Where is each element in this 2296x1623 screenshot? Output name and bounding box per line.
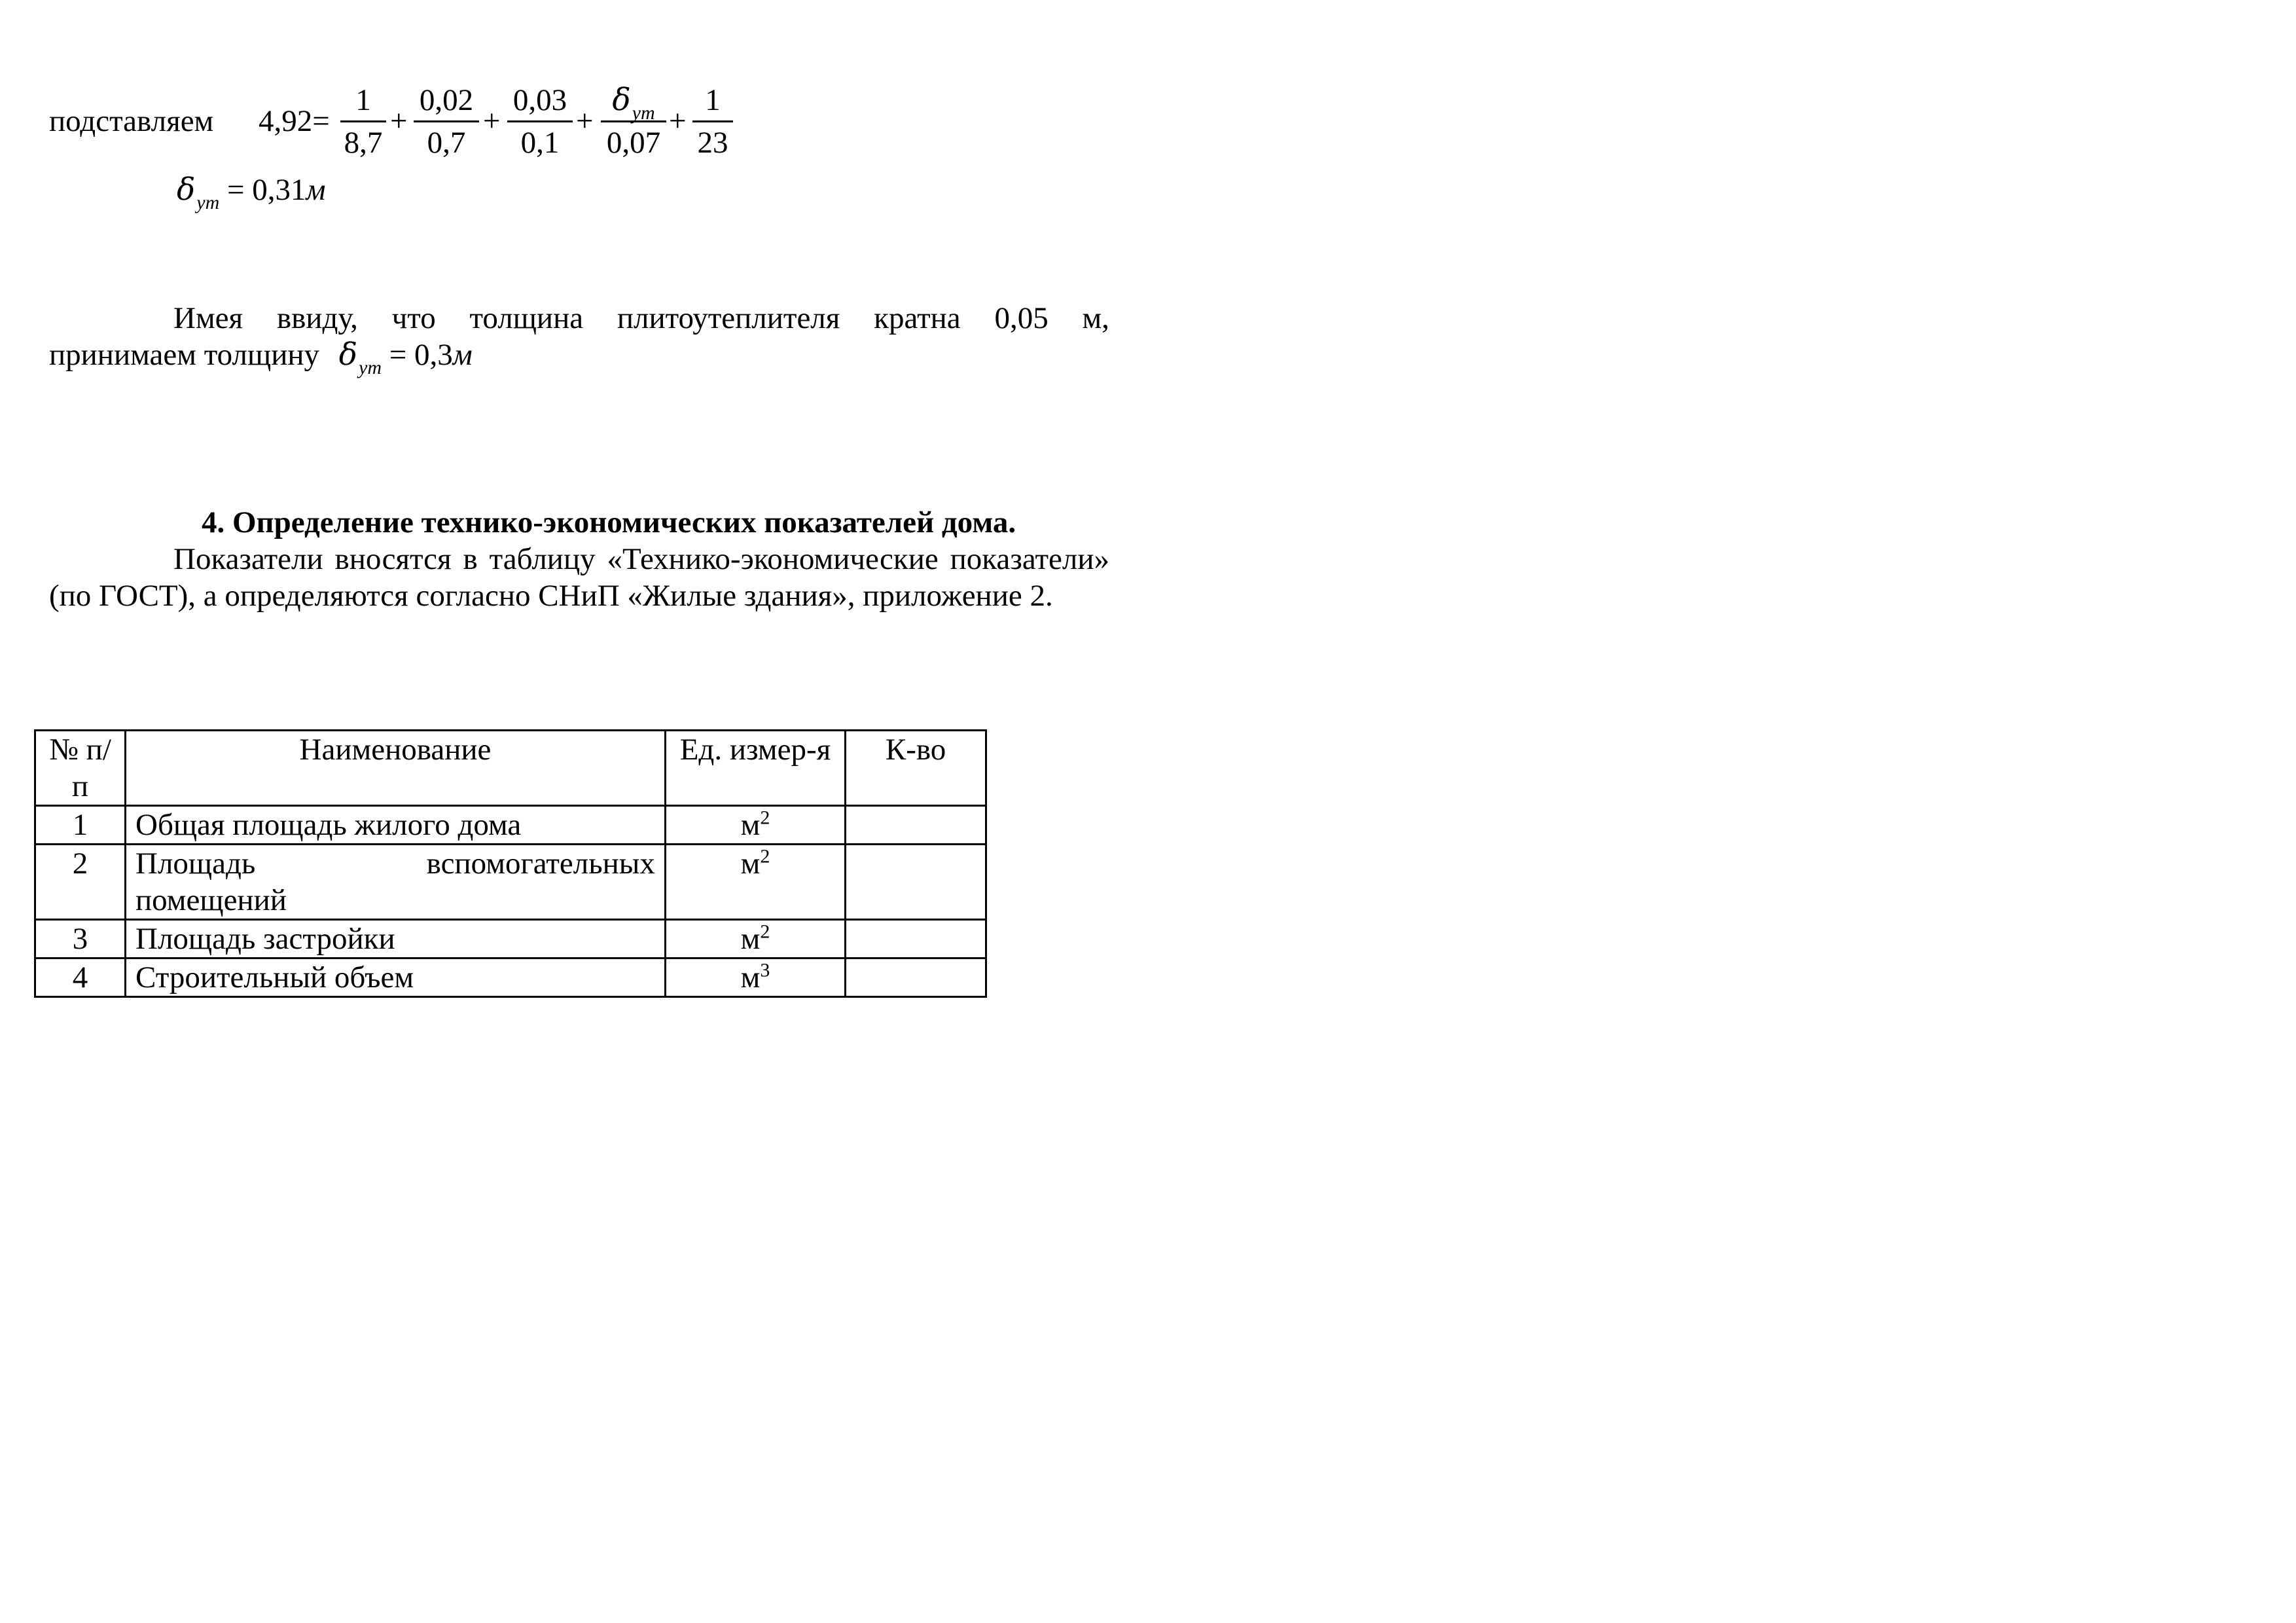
unit-base: м xyxy=(740,847,761,881)
delta-subscript: ут xyxy=(359,357,382,378)
plus-sign: + xyxy=(669,104,687,138)
header-name: Наименование xyxy=(126,731,666,806)
word: м, xyxy=(1082,301,1109,335)
row-name-part-2: вспомогательных xyxy=(426,847,655,881)
row-number: 3 xyxy=(35,920,126,958)
fraction-1 xyxy=(340,80,386,163)
tep-table xyxy=(34,729,987,998)
section-paragraph: Показатели вносятся в таблицу «Технико-экономические показатели» (по ГОСТ), а определяются согласно СНиП «Жилые здания», приложение 2. xyxy=(49,542,1109,613)
row-name: Площадь застройки xyxy=(126,920,666,958)
delta-symbol: δ xyxy=(338,337,358,373)
delta-symbol: δ xyxy=(612,82,631,118)
word: Имея xyxy=(173,301,243,335)
fraction-denominator: 23 xyxy=(697,126,728,160)
row-number: 2 xyxy=(35,845,126,920)
unit-exponent: 2 xyxy=(760,921,770,943)
plus-sign: + xyxy=(576,104,594,138)
section-heading: 4. Определение технико-экономических показателей дома. xyxy=(202,505,1016,539)
table-row xyxy=(35,845,986,920)
word: плитоутеплителя xyxy=(617,301,840,335)
fraction-denominator: 0,07 xyxy=(606,126,661,160)
result-unit: м xyxy=(306,173,326,207)
formula-lead-text: подставляем xyxy=(49,104,214,138)
paragraph-line-1-text xyxy=(173,300,1109,337)
row-number: 1 xyxy=(35,806,126,845)
paragraph-thickness xyxy=(49,300,1109,377)
header-quantity: К-во xyxy=(846,731,986,806)
fraction-2 xyxy=(414,80,479,163)
header-unit: Ед. измер-я xyxy=(665,731,845,806)
row-unit xyxy=(665,806,845,845)
fraction-denominator: 0,7 xyxy=(427,126,466,160)
word: кратна xyxy=(874,301,961,335)
formula-lhs: 4,92= xyxy=(259,104,330,138)
row-name: Общая площадь жилого дома xyxy=(126,806,666,845)
fraction-4 xyxy=(601,80,666,163)
fraction-5 xyxy=(692,80,733,163)
header-number: № п/п xyxy=(35,731,126,806)
row-quantity xyxy=(846,806,986,845)
word: что xyxy=(391,301,436,335)
paragraph-line-2 xyxy=(49,337,1109,377)
row-name xyxy=(126,845,666,920)
table-row xyxy=(35,958,986,997)
table-row xyxy=(35,920,986,958)
row-unit xyxy=(665,920,845,958)
row-quantity xyxy=(846,958,986,997)
fraction-denominator: 8,7 xyxy=(344,126,383,160)
row-unit xyxy=(665,958,845,997)
fraction-numerator: 0,02 xyxy=(419,83,474,117)
word: ввиду, xyxy=(276,301,358,335)
row-name: Строительный объем xyxy=(126,958,666,997)
table-header-row xyxy=(35,731,986,806)
fraction-numerator xyxy=(601,80,666,124)
row-quantity xyxy=(846,920,986,958)
paragraph-line-2-text: принимаем толщину xyxy=(49,338,319,372)
word: 0,05 xyxy=(994,301,1049,335)
unit-base: м xyxy=(740,922,761,956)
word: толщина xyxy=(469,301,584,335)
formula-result xyxy=(177,172,326,212)
row-name-part-1: Площадь xyxy=(135,847,256,881)
row-unit xyxy=(665,845,845,920)
delta-symbol: δ xyxy=(177,172,196,208)
row-name-part-3: помещений xyxy=(135,883,287,917)
thickness-value: = 0,3 xyxy=(382,338,453,372)
unit-exponent: 2 xyxy=(760,807,770,829)
unit-base: м xyxy=(740,808,761,842)
unit-exponent: 2 xyxy=(760,845,770,867)
paragraph-line-1 xyxy=(49,300,1109,337)
fraction-numerator: 1 xyxy=(355,83,371,117)
plus-sign: + xyxy=(390,104,408,138)
fraction-3 xyxy=(507,80,573,163)
unit-exponent: 3 xyxy=(760,959,770,981)
plus-sign: + xyxy=(483,104,501,138)
unit-base: м xyxy=(740,960,761,994)
delta-subscript: ут xyxy=(632,102,655,124)
row-number: 4 xyxy=(35,958,126,997)
fraction-denominator: 0,1 xyxy=(520,126,560,160)
result-value: = 0,31 xyxy=(219,173,306,207)
delta-subscript: ут xyxy=(196,192,220,213)
thickness-unit: м xyxy=(452,338,473,372)
table-row xyxy=(35,806,986,845)
fraction-numerator: 0,03 xyxy=(512,83,567,117)
row-quantity xyxy=(846,845,986,920)
fraction-numerator: 1 xyxy=(705,83,721,117)
